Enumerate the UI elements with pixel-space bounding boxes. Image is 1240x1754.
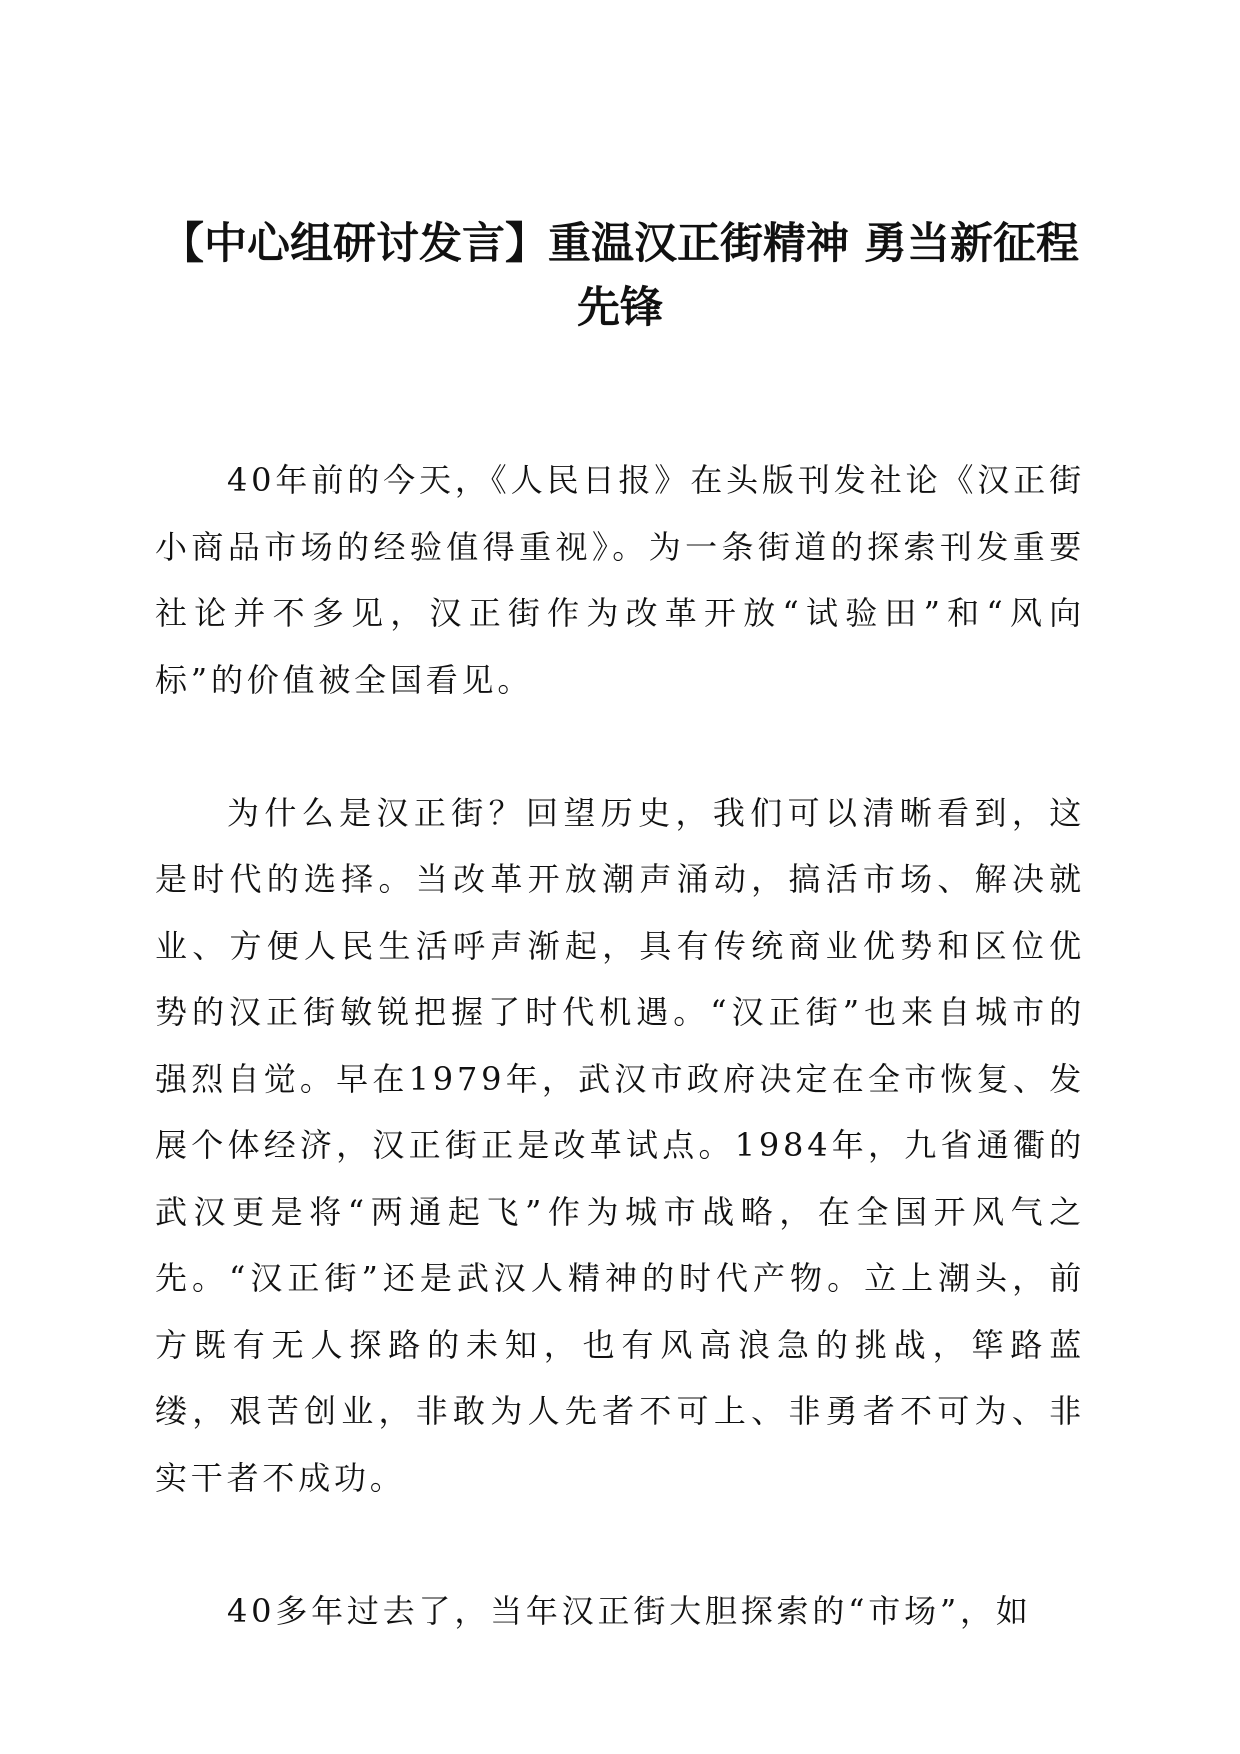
document-title: 【中心组研讨发言】重温汉正街精神 勇当新征程先锋	[161, 219, 1079, 333]
paragraph: 40年前的今天，《人民日报》在头版刊发社论《汉正街小商品市场的经验值得重视》。为一条街道的探索刊发重要社论并不多见，汉正街作为改革开放“试验田”和“风向标”的价值被全国看见。	[155, 461, 1085, 699]
paragraph: 40多年过去了，当年汉正街大胆探索的“市场”，如	[227, 1591, 1032, 1630]
document-body	[155, 447, 1085, 1711]
paragraph: 为什么是汉正街？回望历史，我们可以清晰看到，这是时代的选择。当改革开放潮声涌动，搞活市场、解决就业、方便人民生活呼声渐起，具有传统商业优势和区位优势的汉正街敏锐把握了时代机遇。“汉正街”也来自城市的强烈自觉。早在1979年，武汉市政府决定在全市恢复、发展个体经济，汉正街正是改革试点。1984年，九省通衢的武汉更是将“两通起飞”作为城市战略，在全国开风气之先。“汉正街”还是武汉人精神的时代产物。立上潮头，前方既有无人探路的未知，也有风高浪急的挑战，筚路蓝缕，艰苦创业，非敢为人先者不可上、非勇者不可为、非实干者不成功。	[155, 793, 1085, 1497]
